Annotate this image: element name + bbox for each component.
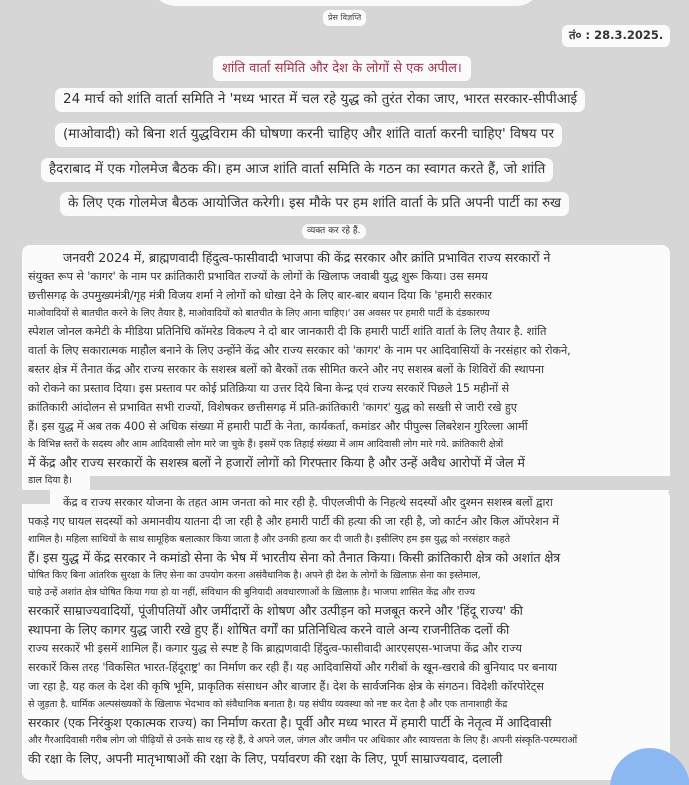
text-line: स्पेशल जोनल कमेटी के मीडिया प्रतिनिधि कॉमरेड विकल्प ने दो बार जानकारी दी कि हमारी पार्टी शांति वार्ता के लिए तैयार है. शांति [28,325,547,338]
text-line: और गैरआदिवासी गरीब लोग जो पीढ़ियों से उनके साथ रह रहे हैं, वे अपने जल, जंगल और जमीन पर अधिकार और स्वायत्तता के लिए हैं। अपनी संस्कृति-परम्पराओं [28,735,578,746]
gap [22,490,50,504]
intro-line[interactable]: (माओवादी) को बिना शर्त युद्धविराम की घोषणा करनी चाहिए और शांति वार्ता करनी चाहिए' विषय पर [55,123,562,147]
text-line: चाहे उन्हें अशांत क्षेत्र घोषित किया गया हो या नहीं, संविधान की बुनियादी अवधारणाओं के ख़िलाफ़ है। भाजपा शासित केंद्र और राज्य [28,587,475,598]
text-line: हैं। इस युद्ध में अब तक 400 से अधिक संख्या में हमारी पार्टी के नेता, कार्यकर्ता, कमांडर और पीपुल्स लिबरेशन गुरिल्ला आर्मी [28,420,528,433]
text-line: सरकारें साम्राज्यवादियों, पूंजीपतियों और जमींदारों के शोषण और उत्पीड़न को मजबूत करने और 'हिंदू राज्य' की [28,603,523,618]
text-line: राज्य सरकारें भी इसमें शामिल हैं। कगार युद्ध से स्पष्ट है कि ब्राह्मणवादी हिंदुत्व-फासीवादी आरएसएस-भाजपा केंद्र और राज्य [28,642,522,655]
intro-line[interactable]: व्यक्त कर रहे हैं. [302,224,366,239]
paragraph-2[interactable] [22,490,670,780]
text-line: संयुक्त रूप से 'कागर' के नाम पर क्रांतिकारी प्रभावित राज्यों के लोगों के खिलाफ जवाबी युद्ध शुरू किया। उस समय [28,270,488,283]
text-line: जनवरी 2024 में, ब्राह्मणवादी हिंदुत्व-फासीवादी भाजपा की केंद्र सरकार और क्रांति प्रभावित राज्य सरकारों ने [63,250,551,265]
text-line: केंद्र व राज्य सरकार योजना के तहत आम जनता को मार रही है. पीएलजीपी के निहत्थे सदस्यों और दुश्मन सशस्त्र बलों द्वारा [63,496,553,509]
text-line: की रक्षा के लिए, अपनी मातृभाषाओं की रक्षा के लिए, पर्यावरण की रक्षा के लिए, पूर्ण साम्राज्यवाद, दलाली [28,751,503,766]
text-line: के विभिन्न स्तरों के सदस्य और आम आदिवासी लोग मारे जा चुके हैं। इसमें एक तिहाई संख्या में आम आदिवासी लोग मारे गये. क्रांतिकारी क्षेत्रों [28,439,504,450]
top-card [150,0,542,6]
text-line: स्थापना के लिए कागर युद्ध जारी रखे हुए हैं। शोषित वर्गों का प्रतिनिधित्व करने वाले अन्य राजनीतिक दलों की [28,622,510,637]
intro-line[interactable]: हैदराबाद में एक गोलमेज बैठक की। हम आज शांति वार्ता समिति के गठन का स्वागत करते हैं, जो शांति [41,158,553,182]
text-line: जा रहा है. यह कल के देश की कृषि भूमि, प्राकृतिक संसाधन और बाजार हैं। देश के सार्वजनिक क्षेत्र के संगठन। विदेशी कॉरपोरेट्स [28,680,544,693]
text-line: से जुड़ता है. धार्मिक अल्पसंख्यकों के खिलाफ भेदभाव को संवैधानिक बनाता है। यह संघीय व्यवस्था को नष्ट कर देता है और एक तानाशाही केंद्र [28,699,508,710]
document-title[interactable]: शांति वार्ता समिति और देश के लोगों से एक अपील। [213,56,471,81]
text-line: वार्ता के लिए सकारात्मक माहौल बनाने के लिए उन्होंने केंद्र और राज्य सरकार को 'कागर' के नाम पर आदिवासियों के नरसंहार को रोकने, [28,344,571,357]
text-line: सरकार (एक निरंकुश एकात्मक राज्य) का निर्माण करता है। पूर्वी और मध्य भारत में हमारी पार्टी के नेतृत्व में आदिवासी [28,715,552,730]
text-line: पकड़े गए घायल सदस्यों को अमानवीय यातना दी जा रही है और हमारी पार्टी की हत्या की जा रही है, जो कार्टन और किल ऑपरेशन में [28,515,559,528]
text-line: बस्तर क्षेत्र में तैनात केंद्र और राज्य सरकार के सशस्त्र बलों को बैरकों तक सीमित करने और नए सशस्त्र बलों के शिविरों की स्थापना [28,363,544,376]
intro-line[interactable]: 24 मार्च को शांति वार्ता समिति ने 'मध्य भारत में चल रहे युद्ध को तुरंत रोका जाए, भारत सरकार-सीपीआई [55,88,585,112]
paragraph-1[interactable] [22,245,670,495]
gap [90,476,689,490]
text-line: शामिल है। महिला साथियों के साथ सामूहिक बलात्कार किया जाता है और उनकी हत्या कर दी जाती है। इसीलिए हम इस युद्ध को नरसंहार कहते [28,534,511,545]
text-line: घोषित किए बिना आंतरिक सुरक्षा के लिए सेना का उपयोग करना असंवैधानिक है। अपने ही देश के लोगों के ख़िलाफ़ सेना का इस्तेमाल, [28,570,481,581]
text-line: छत्तीसगढ़ के उपमुख्यमंत्री/गृह मंत्री विजय शर्मा ने लोगों को धोखा देने के लिए बार-बार बयान दिया कि 'हमारी सरकार [28,289,492,302]
document-date[interactable]: तं० : 28.3.2025. [562,25,670,47]
text-line: डाल दिया है। [28,475,72,486]
intro-line[interactable]: के लिए एक गोलमेज बैठक आयोजित करेगी। इस मौके पर हम शांति वार्ता के प्रति अपनी पार्टी का रुख [60,192,569,216]
text-line: में केंद्र और राज्य सरकारों के सशस्त्र बलों ने हजारों लोगों को गिरफ्तार किया है और उन्हें अवैध आरोपों में जेल में [28,455,525,470]
text-line: माओवादियों से बातचीत करने के लिए तैयार है, माओवादियों को बातचीत के लिए आना चाहिए।' उस अवसर पर हमारी पार्टी के दंडकारण्य [28,308,490,319]
text-line: क्रांतिकारी आंदोलन से प्रभावित सभी राज्यों, विशेषकर छत्तीसगढ़ में प्रति-क्रांतिकारी 'कागर' युद्ध को सख्ती से जारी रखे हुए [28,401,517,414]
text-line: को रोकने का प्रस्ताव दिया। इस प्रस्ताव पर कोई प्रतिक्रिया या उत्तर दिये बिना केन्द्र एवं राज्य सरकारें पिछले 15 महीनों से [28,382,510,395]
text-line: सरकारें किस तरह 'विकसित भारत-हिंदूराष्ट्र' का निर्माण कर रही हैं। यह आदिवासियों और गरीबों के खून-खराबे की बुनियाद पर बनाया [28,661,557,674]
text-line: हैं। इस युद्ध में केंद्र सरकार ने कमांडो सेना के भेष में भारतीय सेना को तैनात किया। किसी क्रांतिकारी क्षेत्र को अशांत क्षेत्र [28,550,561,565]
press-release-label[interactable]: प्रेस विज्ञप्ति [323,10,366,26]
